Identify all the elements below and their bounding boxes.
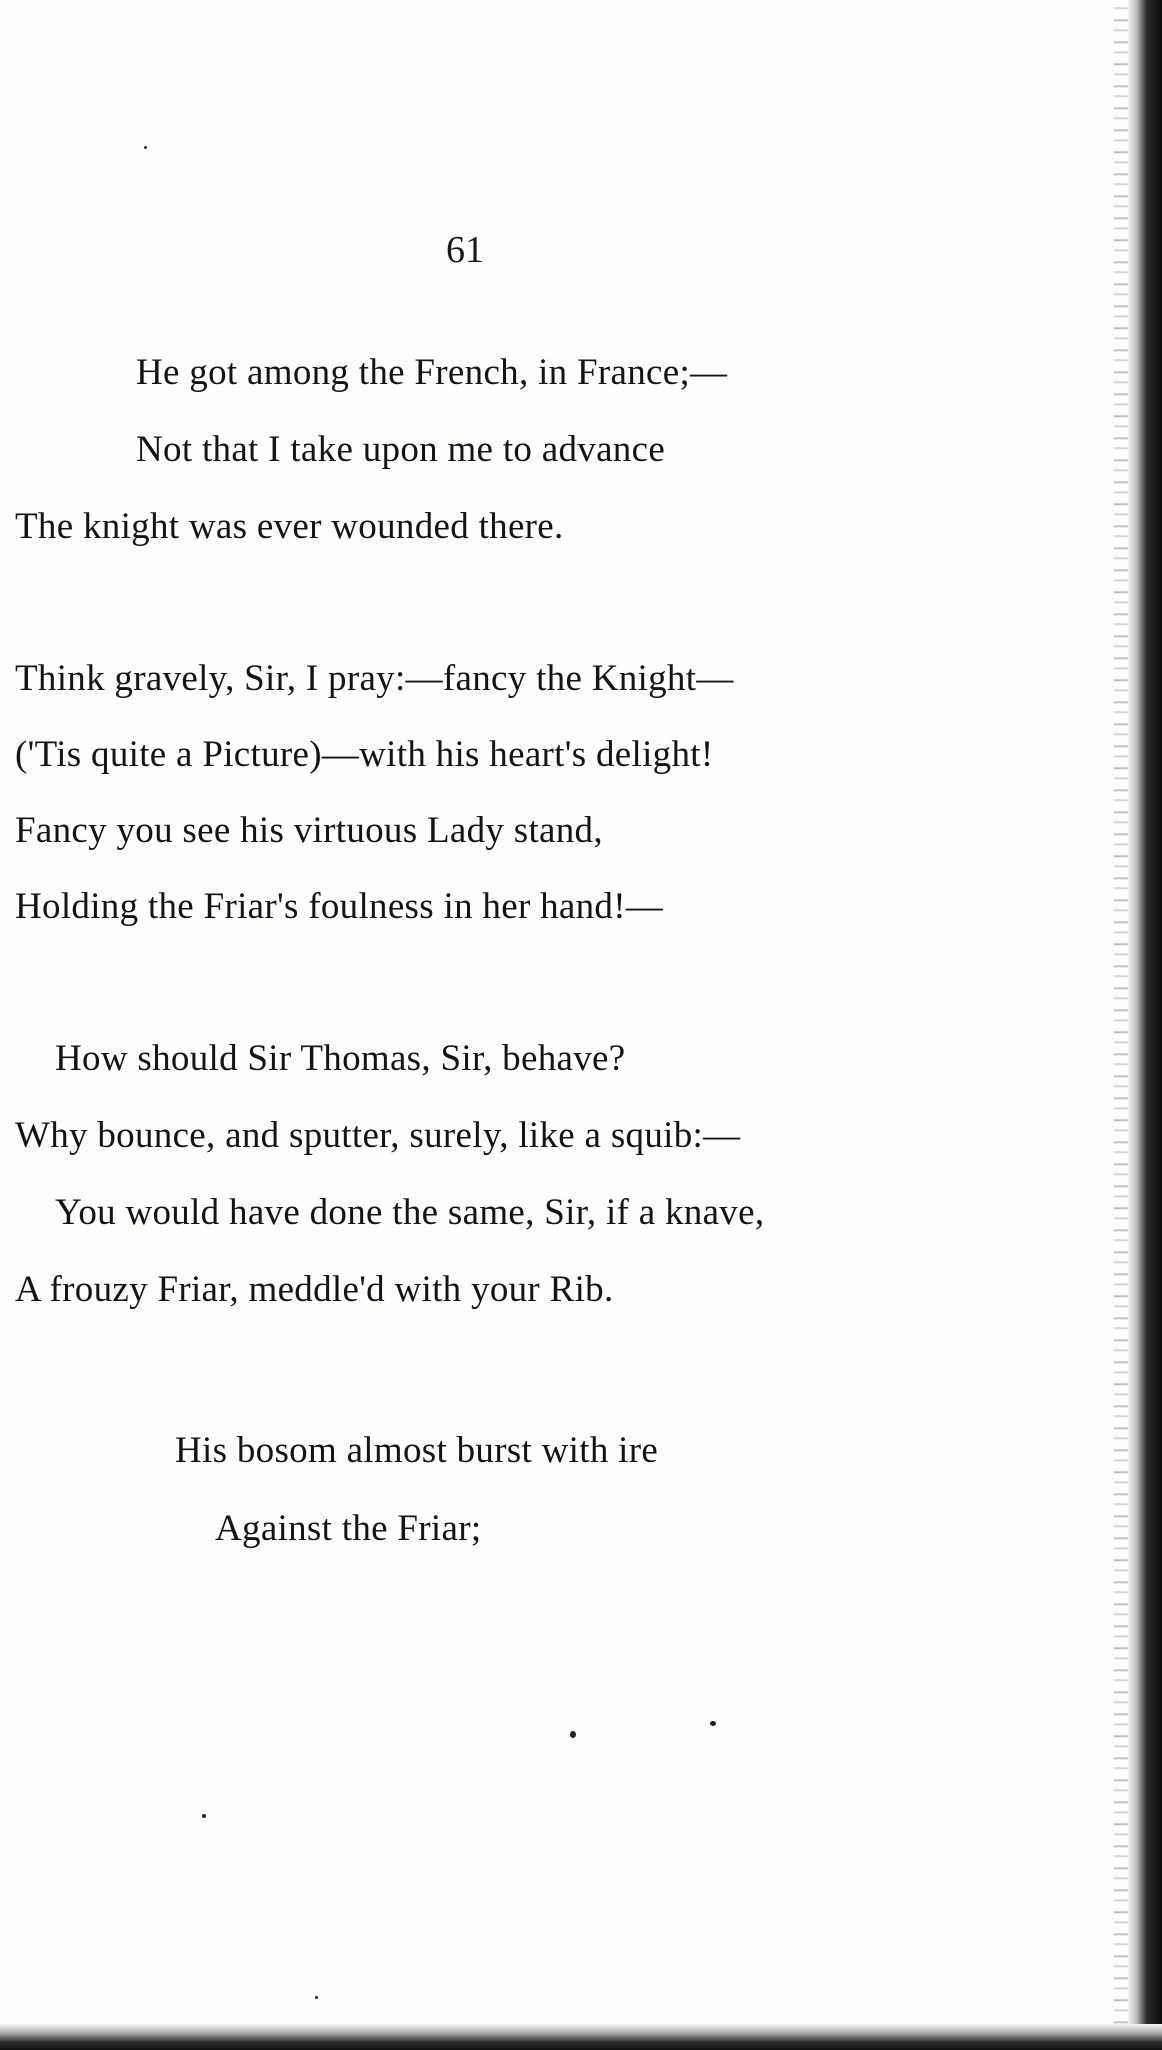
binding-edge-texture xyxy=(1114,0,1128,2050)
verse-line: A frouzy Friar, meddle'd with your Rib. xyxy=(15,1269,614,1310)
verse-line: Not that I take upon me to advance xyxy=(136,429,666,470)
scan-speck xyxy=(710,1721,716,1726)
scan-speck xyxy=(570,1731,576,1738)
scan-speck xyxy=(315,1996,318,1999)
verse-line: Against the Friar; xyxy=(215,1508,482,1549)
scan-speck xyxy=(202,1814,206,1818)
page-binding-edge xyxy=(1128,0,1162,2050)
verse-line: Why bounce, and sputter, surely, like a squib:— xyxy=(15,1115,741,1156)
verse-line: Holding the Friar's foulness in her hand!— xyxy=(15,886,664,927)
verse-line: Think gravely, Sir, I pray:—fancy the Knight— xyxy=(15,658,734,699)
verse-line: Fancy you see his virtuous Lady stand, xyxy=(15,810,603,851)
verse-line: The knight was ever wounded there. xyxy=(15,506,564,547)
verse-line: You would have done the same, Sir, if a knave, xyxy=(55,1192,765,1233)
scan-speck xyxy=(144,146,147,149)
verse-line: ('Tis quite a Picture)—with his heart's delight! xyxy=(15,734,714,775)
verse-line: His bosom almost burst with ire xyxy=(175,1430,659,1471)
verse-line: How should Sir Thomas, Sir, behave? xyxy=(55,1038,626,1079)
page-number: 61 xyxy=(446,229,484,271)
page-bottom-edge xyxy=(0,2024,1162,2050)
verse-line: He got among the French, in France;— xyxy=(136,352,728,393)
